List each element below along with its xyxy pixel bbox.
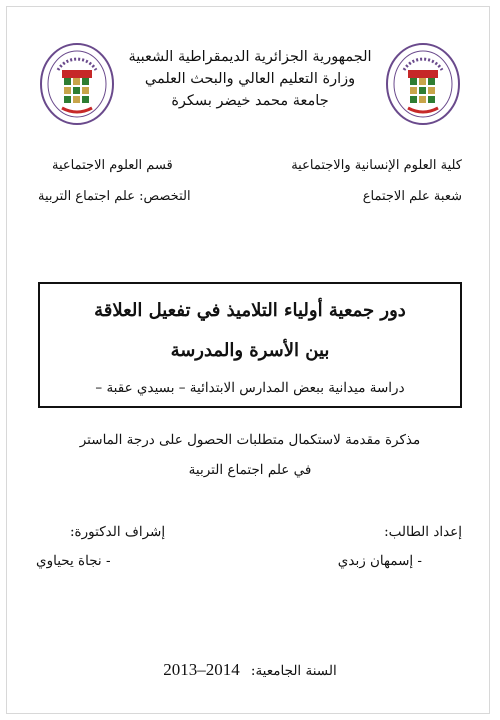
faculty-name: كلية العلوم الإنسانية والاجتماعية [291, 158, 462, 173]
branch-name: شعبة علم الاجتماع [362, 189, 462, 204]
student-label: إعداد الطالب: [384, 524, 462, 540]
university-name: جامعة محمد خيضر بسكرة [171, 93, 329, 109]
memo-line1: مذكرة مقدمة لاستكمال متطلبات الحصول على درجة الماستر [79, 432, 421, 448]
supervisor-label: إشراف الدكتورة: [70, 524, 166, 540]
department-name: قسم العلوم الاجتماعية [52, 158, 173, 173]
thesis-title-line1: دور جمعية أولياء التلاميذ في تفعيل العلاقة [94, 300, 406, 321]
institution-header [120, 46, 380, 112]
academic-year-label: السنة الجامعية: [250, 663, 337, 679]
ministry-name: وزارة التعليم العالي والبحث العلمي [144, 71, 356, 87]
student-name: - إسمهان زبدي [337, 553, 422, 569]
university-seal-icon [384, 42, 462, 126]
thesis-title-box [38, 282, 462, 408]
republic-name: الجمهورية الجزائرية الديمقراطية الشعبية [128, 49, 372, 65]
university-seal-icon [38, 42, 116, 126]
memo-line2: في علم اجتماع التربية [188, 462, 312, 478]
specialty-name: التخصص: علم اجتماع التربية [38, 189, 191, 204]
academic-year-value: 2014–2013 [163, 660, 240, 679]
thesis-subtitle: دراسة ميدانية ببعض المدارس الابتدائية – بسيدي عقبة – [95, 380, 405, 396]
thesis-title-line2: بين الأسرة والمدرسة [170, 340, 330, 361]
academic-year [0, 660, 500, 680]
supervisor-name: - نجاة يحياوي [36, 553, 111, 569]
